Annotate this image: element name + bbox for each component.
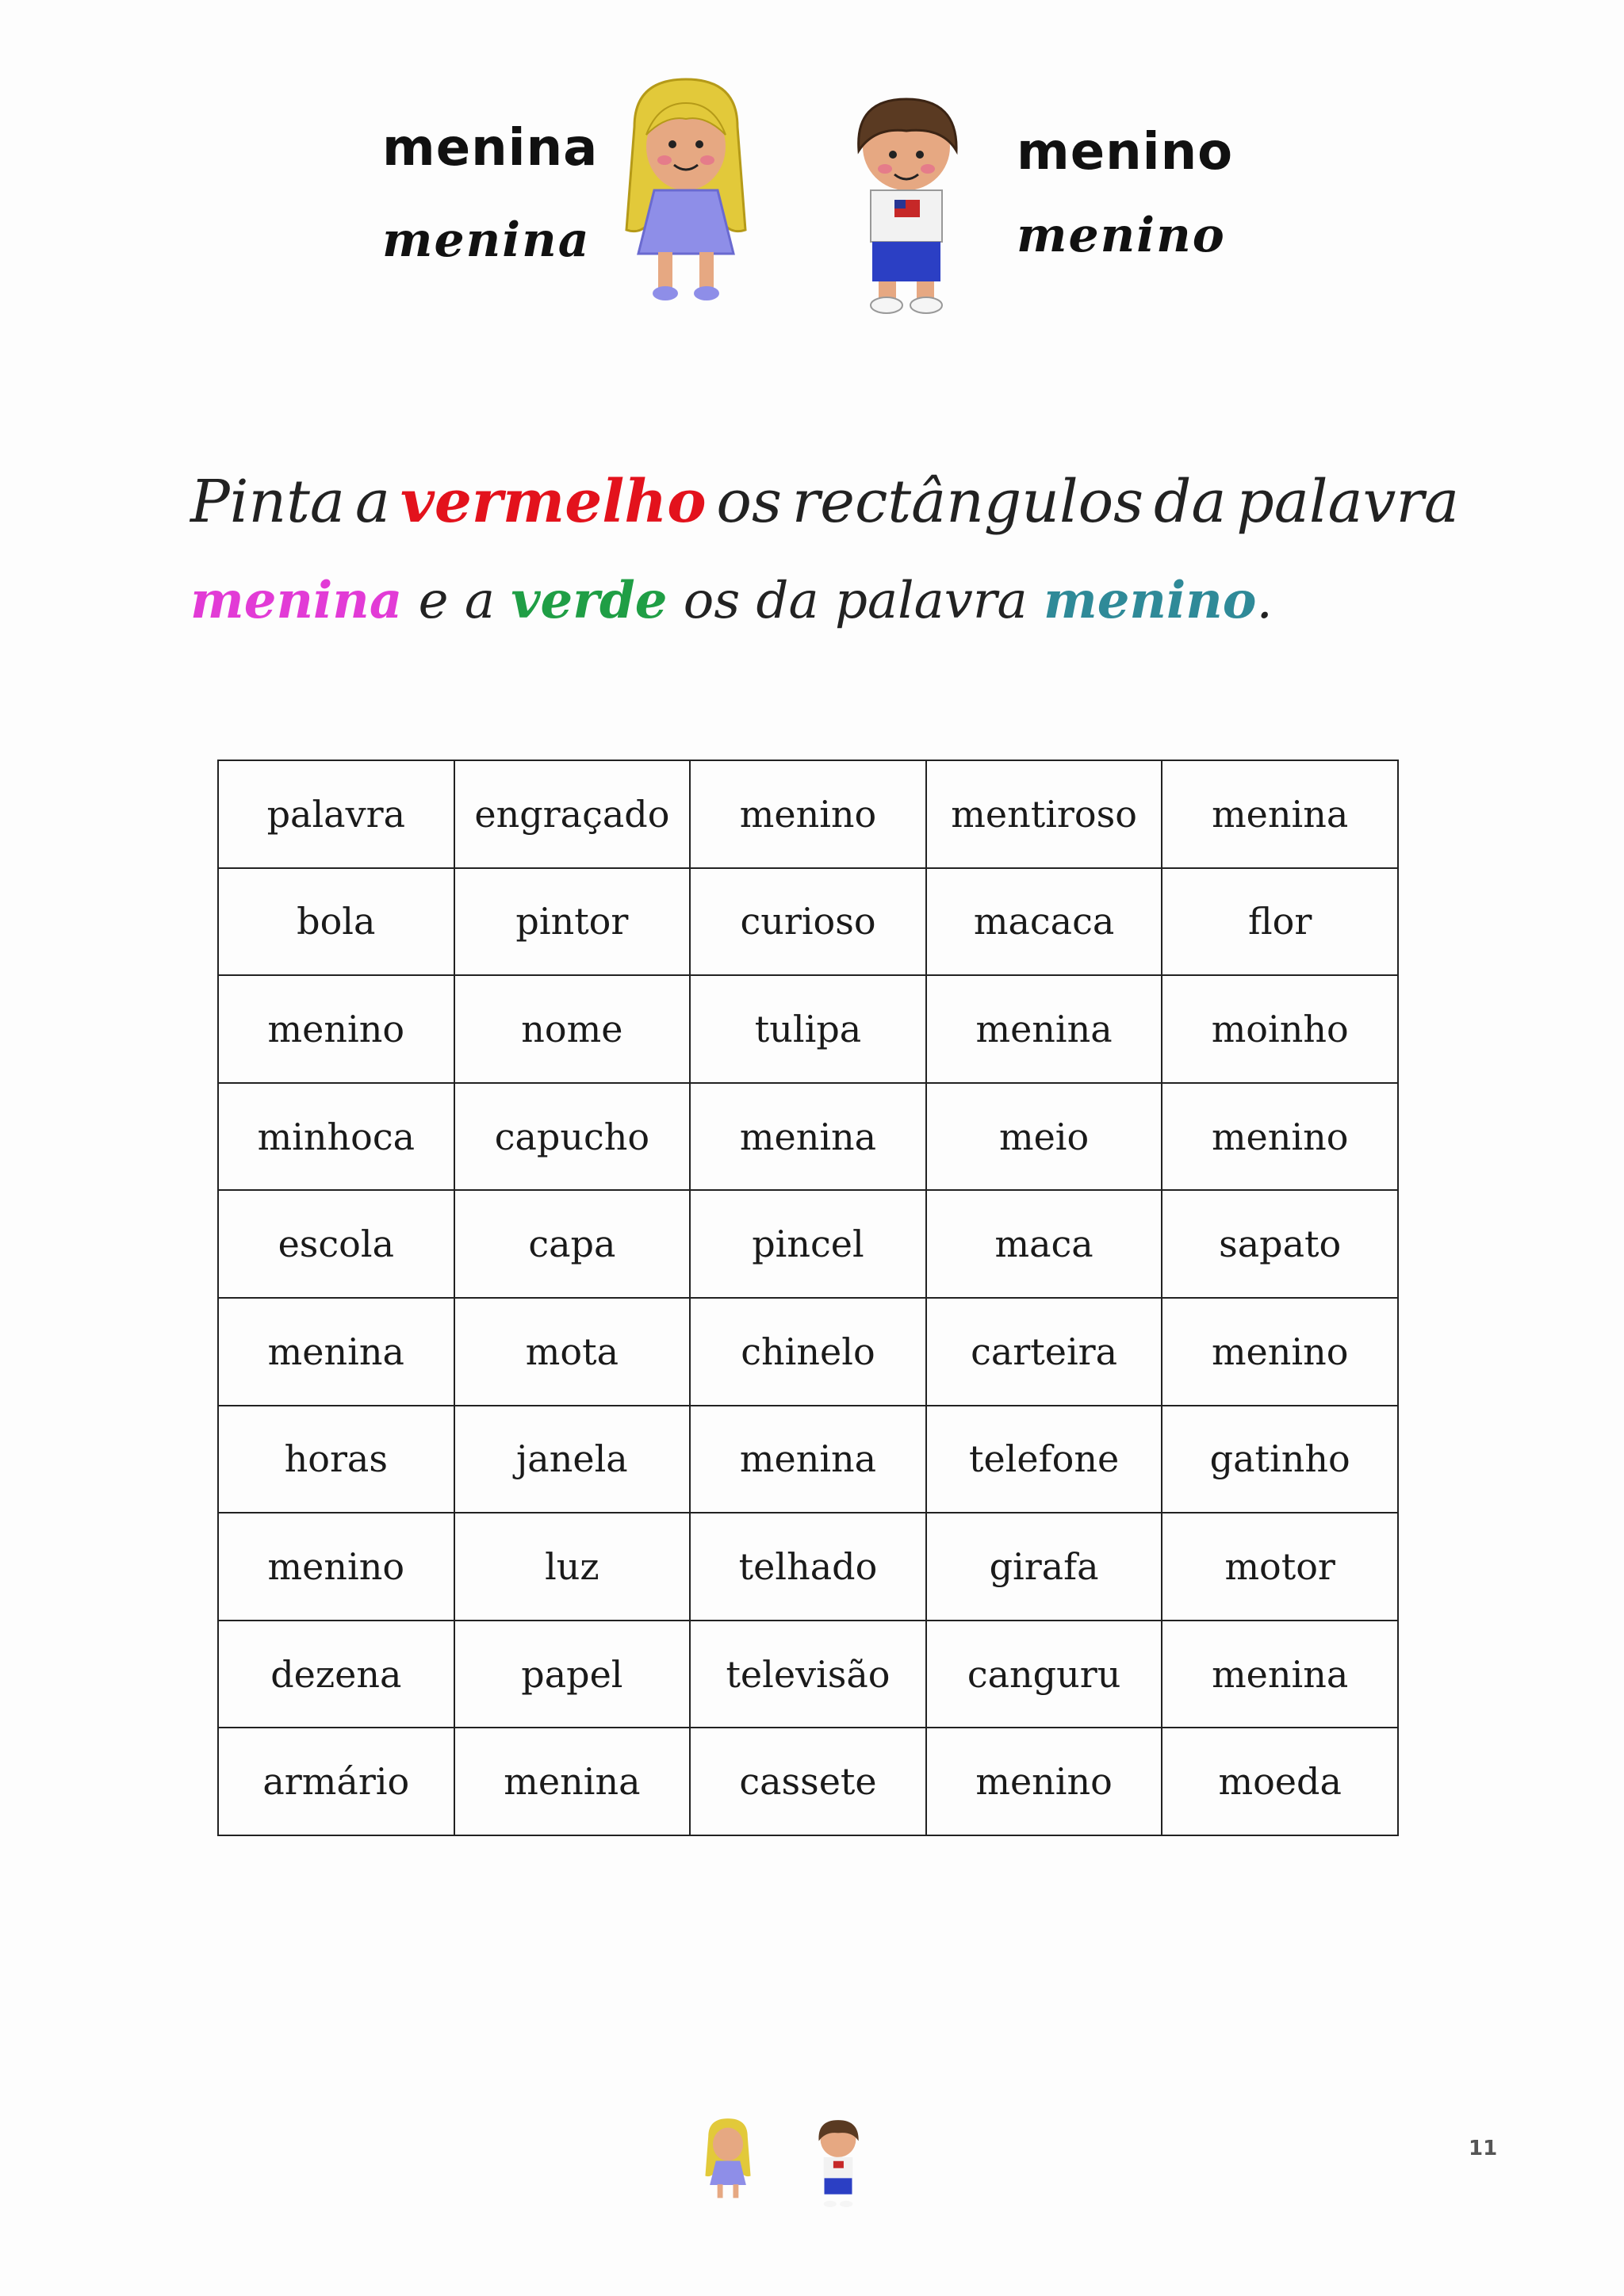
- instr-word: da: [1154, 468, 1227, 536]
- word-cell[interactable]: chinelo: [690, 1298, 926, 1406]
- footer-boy-icon: [807, 2115, 869, 2209]
- word-cell[interactable]: menina: [1162, 1621, 1398, 1728]
- word-cell[interactable]: palavra: [218, 760, 454, 868]
- header-boy-word: menino: [1017, 123, 1234, 182]
- instruction-line-2: [190, 571, 1273, 630]
- word-cell[interactable]: meio: [926, 1083, 1162, 1191]
- table-row: [218, 1083, 1398, 1191]
- instr-word-red: vermelho: [400, 468, 707, 536]
- table-row: [218, 1298, 1398, 1406]
- word-cell[interactable]: horas: [218, 1406, 454, 1513]
- footer-girl-icon: [696, 2115, 760, 2206]
- word-cell[interactable]: menina: [218, 1298, 454, 1406]
- word-cell[interactable]: menino: [926, 1728, 1162, 1835]
- word-cell[interactable]: carteira: [926, 1298, 1162, 1406]
- instr-text: os da palavra: [683, 572, 1028, 630]
- word-cell[interactable]: curioso: [690, 868, 926, 976]
- word-cell[interactable]: menina: [690, 1083, 926, 1191]
- word-cell[interactable]: menina: [1162, 760, 1398, 868]
- word-cell[interactable]: telefone: [926, 1406, 1162, 1513]
- instr-word: a: [354, 468, 390, 536]
- header-boy-cursive: menino: [1017, 208, 1226, 263]
- word-cell[interactable]: cassete: [690, 1728, 926, 1835]
- word-cell[interactable]: pintor: [454, 868, 691, 976]
- word-cell[interactable]: menino: [690, 760, 926, 868]
- table-row: [218, 1728, 1398, 1835]
- word-cell[interactable]: armário: [218, 1728, 454, 1835]
- word-cell[interactable]: telhado: [690, 1513, 926, 1621]
- word-cell[interactable]: capucho: [454, 1083, 691, 1191]
- word-cell[interactable]: moinho: [1162, 975, 1398, 1083]
- instr-word: Pinta: [190, 468, 345, 536]
- word-cell[interactable]: menina: [690, 1406, 926, 1513]
- word-cell[interactable]: moeda: [1162, 1728, 1398, 1835]
- word-cell[interactable]: sapato: [1162, 1190, 1398, 1298]
- word-cell[interactable]: menina: [454, 1728, 691, 1835]
- boy-illustration: [839, 87, 974, 317]
- word-cell[interactable]: mota: [454, 1298, 691, 1406]
- word-cell[interactable]: dezena: [218, 1621, 454, 1728]
- word-cell[interactable]: gatinho: [1162, 1406, 1398, 1513]
- word-cell[interactable]: maca: [926, 1190, 1162, 1298]
- page-number: 11: [1469, 2137, 1498, 2160]
- word-cell[interactable]: papel: [454, 1621, 691, 1728]
- table-row: [218, 868, 1398, 976]
- word-cell[interactable]: menino: [218, 1513, 454, 1621]
- word-cell[interactable]: menino: [1162, 1083, 1398, 1191]
- word-grid: [217, 760, 1399, 1836]
- instr-text: e a: [418, 572, 495, 630]
- word-cell[interactable]: televisão: [690, 1621, 926, 1728]
- word-cell[interactable]: pincel: [690, 1190, 926, 1298]
- instr-word: palavra: [1236, 468, 1459, 536]
- word-cell[interactable]: mentiroso: [926, 760, 1162, 868]
- word-cell[interactable]: escola: [218, 1190, 454, 1298]
- table-row: [218, 760, 1398, 868]
- word-cell[interactable]: minhoca: [218, 1083, 454, 1191]
- instr-word-pink: menina: [190, 571, 403, 630]
- instr-word: os: [716, 468, 782, 536]
- word-cell[interactable]: nome: [454, 975, 691, 1083]
- word-cell[interactable]: menino: [1162, 1298, 1398, 1406]
- header-girl-cursive: menina: [382, 212, 591, 268]
- word-cell[interactable]: motor: [1162, 1513, 1398, 1621]
- word-cell[interactable]: girafa: [926, 1513, 1162, 1621]
- word-cell[interactable]: janela: [454, 1406, 691, 1513]
- word-cell[interactable]: flor: [1162, 868, 1398, 976]
- word-cell[interactable]: macaca: [926, 868, 1162, 976]
- word-cell[interactable]: canguru: [926, 1621, 1162, 1728]
- table-row: [218, 1190, 1398, 1298]
- word-cell[interactable]: menino: [218, 975, 454, 1083]
- instr-word: rectângulos: [791, 468, 1144, 536]
- instr-word-green: verde: [511, 571, 668, 630]
- instr-period: .: [1256, 572, 1273, 630]
- word-cell[interactable]: luz: [454, 1513, 691, 1621]
- table-row: [218, 1406, 1398, 1513]
- table-row: [218, 1621, 1398, 1728]
- instr-word-teal: menino: [1043, 571, 1257, 630]
- word-cell[interactable]: capa: [454, 1190, 691, 1298]
- header-girl-word: menina: [382, 119, 599, 178]
- table-row: [218, 975, 1398, 1083]
- word-cell[interactable]: bola: [218, 868, 454, 976]
- word-cell[interactable]: tulipa: [690, 975, 926, 1083]
- word-cell[interactable]: engraçado: [454, 760, 691, 868]
- word-cell[interactable]: menina: [926, 975, 1162, 1083]
- instruction-line-1: [190, 468, 1459, 536]
- girl-illustration: [603, 71, 769, 309]
- table-row: [218, 1513, 1398, 1621]
